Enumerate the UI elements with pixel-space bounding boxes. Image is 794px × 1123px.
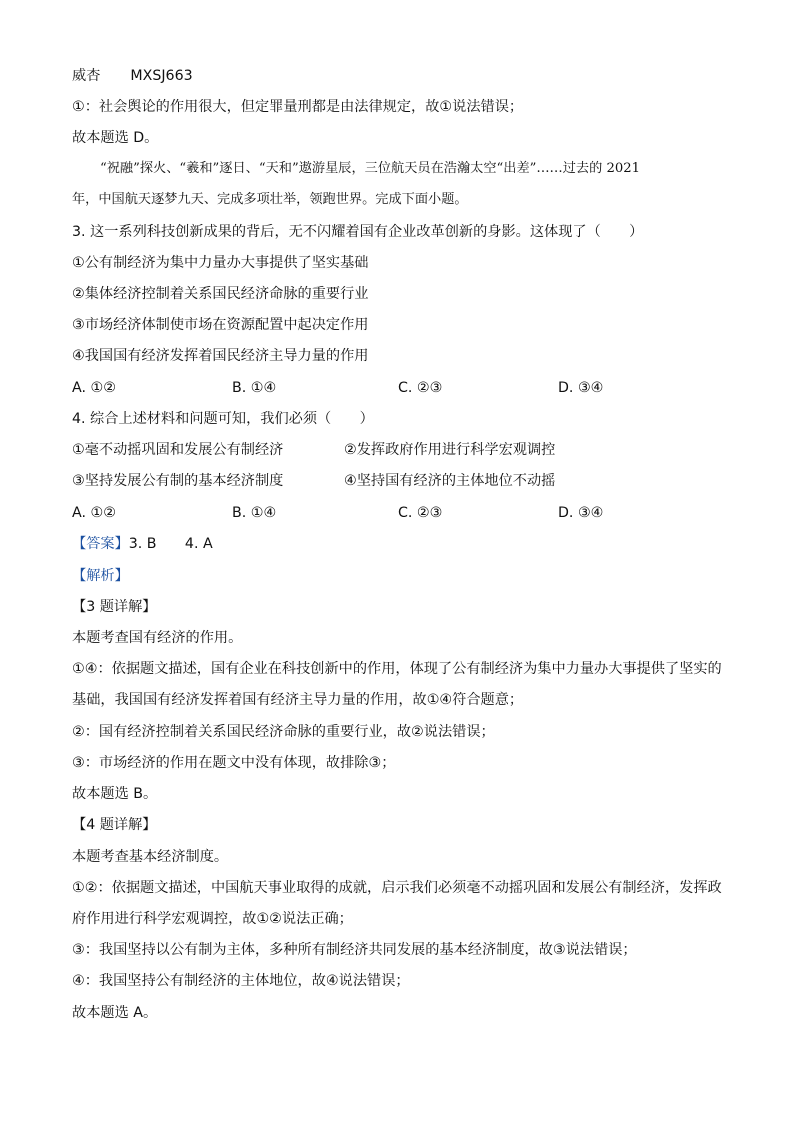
- q4-statements-row-1: [72, 440, 732, 460]
- detail-4-conclusion: 故本题选 A。: [72, 1005, 158, 1021]
- question-3-stem: 3. 这一系列科技创新成果的背后，无不闪耀着国有企业改革创新的身影。这体现了（ ）: [72, 224, 644, 240]
- page-header: [72, 66, 193, 86]
- answer-label: 【答案】: [72, 536, 129, 552]
- q3-option-b: B. ①④: [232, 380, 277, 396]
- q3-option-d: D. ③④: [558, 380, 604, 396]
- q4-statement-4: ④坚持国有经济的主体地位不动摇: [344, 473, 556, 489]
- q4-statement-3: ③坚持发展公有制的基本经济制度: [72, 473, 284, 489]
- question-4-stem: 4. 综合上述材料和问题可知，我们必须（ ）: [72, 411, 374, 427]
- detail-3-conclusion: 故本题选 B。: [72, 786, 158, 802]
- material-line-2: 年，中国航天逐梦九天、完成多项壮举，领跑世界。完成下面小题。: [72, 192, 468, 207]
- detail-4-para-1b: 府作用进行科学宏观调控，故①②说法正确；: [72, 911, 353, 927]
- q4-options: [72, 503, 732, 523]
- q4-statement-1: ①毫不动摇巩固和发展公有制经济: [72, 442, 284, 458]
- q3-statement-3: ③市场经济体制使市场在资源配置中起决定作用: [72, 317, 369, 333]
- analysis-label: 【解析】: [72, 568, 129, 584]
- detail-4-intro: 本题考查基本经济制度。: [72, 849, 229, 865]
- detail-3-intro: 本题考查国有经济的作用。: [72, 630, 243, 646]
- material-line-1: “祝融”探火、“羲和”逐日、“天和”遨游星辰，三位航天员在浩瀚太空“出差”……过去的 2021: [100, 161, 641, 176]
- q3-statement-1: ①公有制经济为集中力量办大事提供了坚实基础: [72, 255, 369, 271]
- detail-3-para-3: ③：市场经济的作用在题文中没有体现，故排除③；: [72, 755, 396, 771]
- q4-option-a: A. ①②: [72, 505, 116, 521]
- header-code: MXSJ663: [130, 68, 193, 84]
- q4-option-c: C. ②③: [398, 505, 443, 521]
- detail-4-para-1a: ①②：依据题文描述，中国航天事业取得的成就，启示我们必须毫不动摇巩固和发展公有制经济，发挥政: [72, 880, 722, 896]
- q4-option-d: D. ③④: [558, 505, 604, 521]
- q3-options: [72, 378, 732, 398]
- q3-statement-2: ②集体经济控制着关系国民经济命脉的重要行业: [72, 286, 369, 302]
- detail-3-para-1a: ①④：依据题文描述，国有企业在科技创新中的作用，体现了公有制经济为集中力量办大事提供了坚实的: [72, 661, 722, 677]
- q4-statements-row-2: [72, 471, 732, 491]
- detail-4-para-3: ④：我国坚持公有制经济的主体地位，故④说法错误；: [72, 973, 410, 989]
- detail-4-para-2: ③：我国坚持以公有制为主体，多种所有制经济共同发展的基本经济制度，故③说法错误；: [72, 942, 637, 958]
- answer-text: 3. B 4. A: [128, 536, 213, 552]
- q3-statement-4: ④我国国有经济发挥着国民经济主导力量的作用: [72, 348, 369, 364]
- detail-4-title: 【4 题详解】: [72, 817, 157, 833]
- answer-line: [72, 534, 213, 554]
- q3-option-a: A. ①②: [72, 380, 116, 396]
- prev-explanation-line: ①：社会舆论的作用很大，但定罪量刑都是由法律规定，故①说法错误；: [72, 99, 524, 115]
- prev-conclusion: 故本题选 D。: [72, 130, 159, 146]
- header-author: 威杏: [72, 68, 101, 84]
- detail-3-para-1b: 基础，我国国有经济发挥着国有经济主导力量的作用，故①④符合题意；: [72, 692, 524, 708]
- detail-3-title: 【3 题详解】: [72, 599, 157, 615]
- q4-statement-2: ②发挥政府作用进行科学宏观调控: [344, 442, 556, 458]
- q4-option-b: B. ①④: [232, 505, 277, 521]
- detail-3-para-2: ②：国有经济控制着关系国民经济命脉的重要行业，故②说法错误；: [72, 724, 495, 740]
- q3-option-c: C. ②③: [398, 380, 443, 396]
- analysis-heading: [72, 566, 129, 586]
